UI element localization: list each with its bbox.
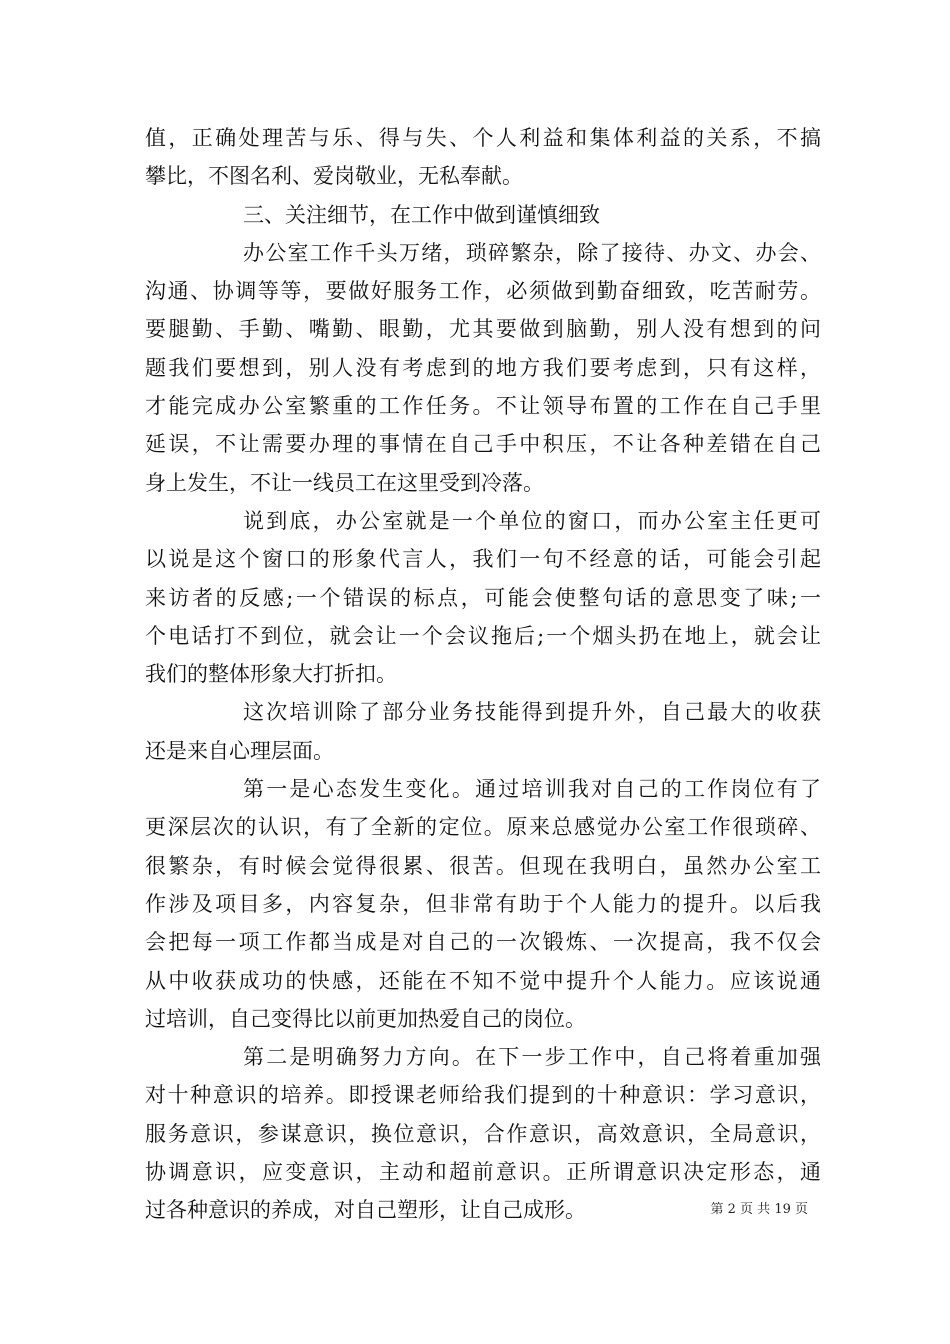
- text-line: 办公室工作千头万绪，琐碎繁杂，除了接待、办文、办会、: [243, 240, 821, 265]
- text-line: 要腿勤、手勤、嘴勤、眼勤，尤其要做到脑勤，别人没有想到的问: [145, 317, 821, 342]
- text-line: 这次培训除了部分业务技能得到提升外，自己最大的收获: [243, 700, 821, 725]
- text-line: 第一是心态发生变化。通过培训我对自己的工作岗位有了: [243, 777, 821, 802]
- page-number-footer: 第 2 页 共 19 页: [710, 1202, 808, 1217]
- text-line: 更深层次的认识，有了全新的定位。原来总感觉办公室工作很琐碎、: [145, 815, 821, 840]
- text-line: 题我们要想到，别人没有考虑到的地方我们要考虑到，只有这样，: [145, 355, 821, 380]
- text-line: 会把每一项工作都当成是对自己的一次锻炼、一次提高，我不仅会: [145, 930, 821, 955]
- text-line: 作涉及项目多，内容复杂，但非常有助于个人能力的提升。以后我: [145, 891, 821, 916]
- text-line: 对十种意识的培养。即授课老师给我们提到的十种意识：学习意识，: [145, 1083, 821, 1108]
- text-line: 过培训，自己变得比以前更加热爱自己的岗位。: [145, 1006, 586, 1031]
- text-line: 协调意识，应变意识，主动和超前意识。正所谓意识决定形态，通: [145, 1160, 821, 1185]
- text-line: 过各种意识的养成，对自己塑形，让自己成形。: [145, 1198, 586, 1223]
- text-line: 很繁杂，有时候会觉得很累、很苦。但现在我明白，虽然办公室工: [145, 853, 821, 878]
- text-line: 从中收获成功的快感，还能在不知不觉中提升个人能力。应该说通: [145, 968, 821, 993]
- text-line: 三、关注细节，在工作中做到谨慎细致: [243, 202, 600, 227]
- text-line: 说到底，办公室就是一个单位的窗口，而办公室主任更可: [243, 508, 821, 533]
- text-line: 沟通、协调等等，要做好服务工作，必须做到勤奋细致，吃苦耐劳。: [145, 279, 821, 304]
- text-line: 攀比，不图名利、爱岗敬业，无私奉献。: [145, 164, 523, 189]
- text-line: 值，正确处理苦与乐、得与失、个人利益和集体利益的关系，不搞: [145, 126, 821, 150]
- text-line: 延误，不让需要办理的事情在自己手中积压，不让各种差错在自己: [145, 432, 821, 457]
- text-line: 才能完成办公室繁重的工作任务。不让领导布置的工作在自己手里: [145, 394, 821, 419]
- document-body: [145, 119, 821, 1230]
- text-line: 还是来自心理层面。: [145, 738, 334, 763]
- text-line: 以说是这个窗口的形象代言人，我们一句不经意的话，可能会引起: [145, 547, 821, 572]
- text-line: 来访者的反感;一个错误的标点，可能会使整句话的意思变了味;一: [145, 585, 821, 610]
- text-line: 第二是明确努力方向。在下一步工作中，自己将着重加强: [243, 1045, 821, 1070]
- text-line: 个电话打不到位，就会让一个会议拖后;一个烟头扔在地上，就会让: [145, 623, 821, 648]
- text-line: 我们的整体形象大打折扣。: [145, 662, 397, 687]
- text-line: 身上发生，不让一线员工在这里受到冷落。: [145, 470, 544, 495]
- text-line: 服务意识，参谋意识，换位意识，合作意识，高效意识，全局意识，: [145, 1121, 821, 1146]
